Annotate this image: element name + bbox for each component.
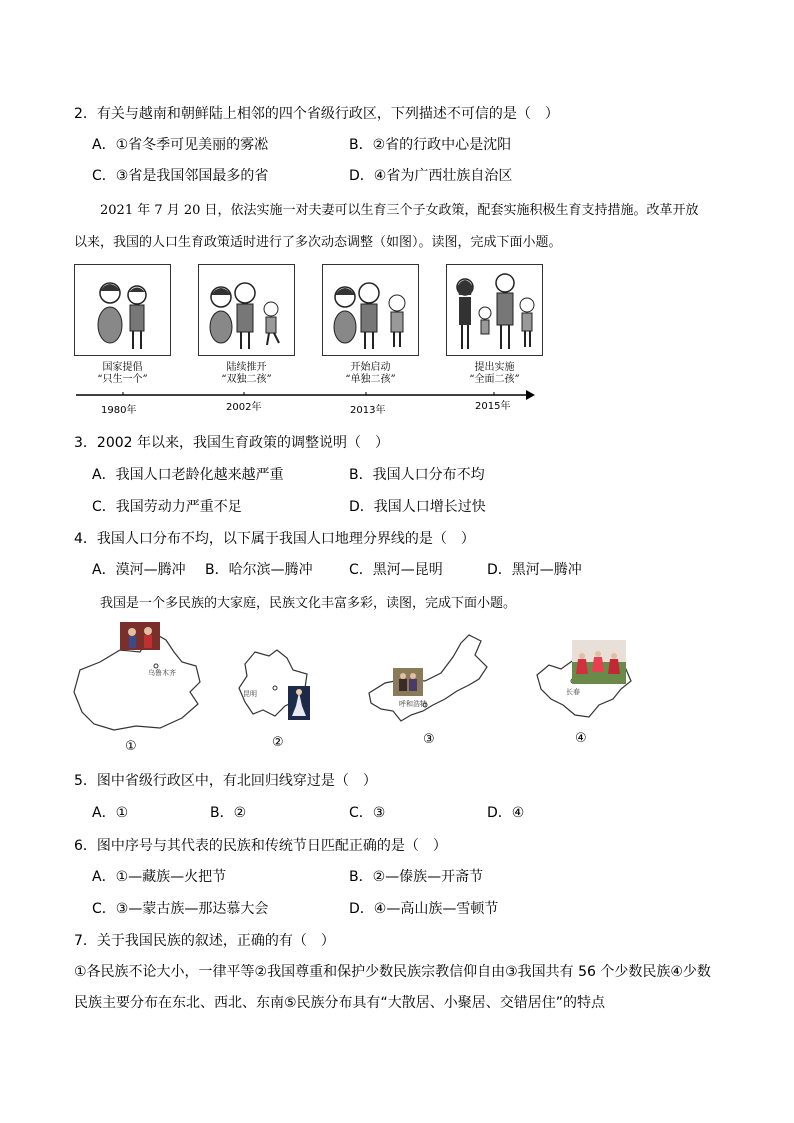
q4-option-c: C．黑河—昆明 <box>349 562 443 578</box>
caption-2013-line1: 开始启动 <box>350 362 391 373</box>
caption-2013 <box>328 362 413 386</box>
year-2002: 2002年 <box>226 402 262 413</box>
q3-option-c: C．我国劳动力严重不足 <box>92 499 242 515</box>
mongol-culture-photo <box>393 668 423 696</box>
family-single-two-children-illustration <box>323 265 418 355</box>
dance-figure-icon <box>120 622 160 650</box>
map-inner-mongolia-outline <box>365 633 495 728</box>
q6-option-c: C．③—蒙古族—那达慕大会 <box>92 901 269 917</box>
q6-stem: 6．图中序号与其代表的民族和传统节日匹配正确的是（ ） <box>74 838 447 854</box>
caption-2002 <box>204 362 289 386</box>
map-number-1: ① <box>125 739 137 754</box>
family-full-two-children-illustration <box>447 265 542 355</box>
map-number-3: ③ <box>423 732 435 747</box>
q6-option-d: D．④—高山族—雪顿节 <box>349 901 499 917</box>
q5-stem: 5．图中省级行政区中，有北回归线穿过是（ ） <box>74 773 377 789</box>
caption-1980 <box>80 362 165 386</box>
panel-2013 <box>322 264 419 356</box>
caption-2013-line2: “单独二孩” <box>345 374 396 385</box>
q5-option-a: A．① <box>92 805 129 821</box>
caption-1980-line1: 国家提倡 <box>102 362 143 373</box>
intro1-line2: 以来，我国的人口生育政策适时进行了多次动态调整（如图）。读图，完成下面小题。 <box>74 235 562 250</box>
folk-dancers-icon <box>572 640 626 684</box>
caption-2015-line2: “全面二孩” <box>469 374 520 385</box>
q3-stem: 3．2002 年以来，我国生育政策的调整说明（ ） <box>74 435 389 451</box>
q4-stem: 4．我国人口分布不均，以下属于我国人口地理分界线的是（ ） <box>74 531 475 547</box>
panel-1980 <box>74 264 171 356</box>
q2-option-a: A．①省冬季可见美丽的雾凇 <box>92 137 269 153</box>
peacock-dance-icon <box>288 686 310 720</box>
intro1-line1: 2021 年 7 月 20 日，依法实施一对夫妻可以生育三个子女政策，配套实施积极生育支持措施。改革开放 <box>100 203 699 218</box>
q2-stem: 2．有关与越南和朝鲜陆上相邻的四个省级行政区，下列描述不可信的是（ ） <box>74 106 559 122</box>
korean-culture-photo <box>572 640 626 684</box>
city-label-urumqi: 乌鲁木齐 <box>148 669 176 677</box>
family-two-children-illustration <box>199 265 294 355</box>
family-one-child-illustration <box>75 265 170 355</box>
q7-line1: ①各民族不论大小，一律平等②我国尊重和保护少数民族宗教信仰自由③我国共有 56 个少数民族④少数 <box>74 964 711 980</box>
city-label-changchun: 长春 <box>566 688 580 696</box>
q3-option-a: A．我国人口老龄化越来越严重 <box>92 467 284 483</box>
map-number-2: ② <box>272 735 284 750</box>
panel-2002 <box>198 264 295 356</box>
caption-2002-line2: “双独二孩” <box>221 374 272 385</box>
q2-option-b: B．②省的行政中心是沈阳 <box>349 137 512 153</box>
q4-option-a: A．漠河—腾冲 <box>92 562 186 578</box>
city-label-kunming: 昆明 <box>243 690 257 698</box>
q4-option-d: D．黑河—腾冲 <box>487 562 582 578</box>
q6-option-b: B．②—傣族—开斋节 <box>349 869 484 885</box>
q2-option-c: C．③省是我国邻国最多的省 <box>92 168 269 184</box>
q7-line2: 民族主要分布在东北、西北、东南⑤民族分布具有“大散居、小聚居、交错居住”的特点 <box>74 995 606 1011</box>
intro2: 我国是一个多民族的大家庭，民族文化丰富多彩，读图，完成下面小题。 <box>100 596 517 611</box>
q3-option-b: B．我国人口分布不均 <box>349 467 485 483</box>
city-label-hohhot: 呼和浩特 <box>399 700 427 708</box>
q6-option-a: A．①—藏族—火把节 <box>92 869 227 885</box>
q5-option-c: C．③ <box>349 805 386 821</box>
panel-2015 <box>446 264 543 356</box>
q5-option-b: B．② <box>210 805 247 821</box>
caption-2002-line1: 陆续推开 <box>226 362 267 373</box>
dai-culture-photo <box>288 686 310 720</box>
q5-option-d: D．④ <box>487 805 525 821</box>
caption-1980-line2: “只生一个” <box>97 374 148 385</box>
q4-option-b: B．哈尔滨—腾冲 <box>205 562 313 578</box>
wrestling-figures-icon <box>393 668 423 696</box>
timeline-arrow <box>74 388 536 402</box>
q3-option-d: D．我国人口增长过快 <box>349 499 486 515</box>
q2-option-d: D．④省为广西壮族自治区 <box>349 168 513 184</box>
year-1980: 1980年 <box>101 405 137 416</box>
caption-2015 <box>452 362 537 386</box>
q7-stem: 7．关于我国民族的叙述，正确的有（ ） <box>74 933 335 949</box>
map-number-4: ④ <box>575 731 587 746</box>
year-2013: 2013年 <box>350 405 386 416</box>
caption-2015-line1: 提出实施 <box>474 362 515 373</box>
year-2015: 2015年 <box>475 401 511 412</box>
uyghur-culture-photo <box>120 622 160 650</box>
